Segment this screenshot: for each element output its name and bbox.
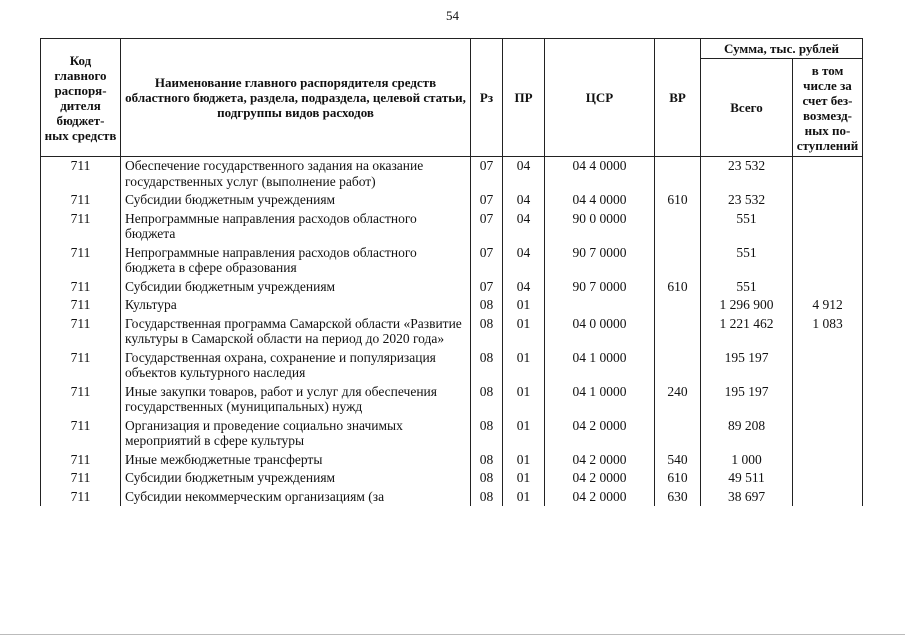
cell-vr: 240 xyxy=(655,383,701,417)
cell-total: 23 532 xyxy=(701,191,793,210)
cell-rz: 08 xyxy=(471,383,503,417)
cell-code: 711 xyxy=(41,451,121,470)
cell-vr xyxy=(655,244,701,278)
table-row xyxy=(41,469,863,488)
cell-vr: 540 xyxy=(655,451,701,470)
table-row xyxy=(41,417,863,451)
cell-vr xyxy=(655,296,701,315)
cell-pr: 01 xyxy=(503,451,545,470)
cell-rz: 08 xyxy=(471,315,503,349)
cell-name: Непрограммные направления расходов областного бюджета xyxy=(121,210,471,244)
cell-pr: 04 xyxy=(503,278,545,297)
cell-vr: 610 xyxy=(655,191,701,210)
cell-vr xyxy=(655,417,701,451)
cell-rz: 07 xyxy=(471,210,503,244)
cell-total: 49 511 xyxy=(701,469,793,488)
budget-table xyxy=(40,38,863,506)
cell-pr: 01 xyxy=(503,296,545,315)
cell-code: 711 xyxy=(41,278,121,297)
cell-name: Иные межбюджетные трансферты xyxy=(121,451,471,470)
cell-grat xyxy=(793,383,863,417)
cell-code: 711 xyxy=(41,244,121,278)
table-row xyxy=(41,244,863,278)
cell-grat xyxy=(793,157,863,192)
cell-pr: 01 xyxy=(503,469,545,488)
cell-grat xyxy=(793,210,863,244)
cell-rz: 07 xyxy=(471,191,503,210)
cell-total: 551 xyxy=(701,278,793,297)
table-row xyxy=(41,191,863,210)
table-row xyxy=(41,296,863,315)
cell-total: 38 697 xyxy=(701,488,793,507)
cell-name: Субсидии бюджетным учреждениям xyxy=(121,469,471,488)
table-row xyxy=(41,451,863,470)
cell-csr: 04 2 0000 xyxy=(545,488,655,507)
table-header xyxy=(41,39,863,157)
cell-grat xyxy=(793,451,863,470)
cell-code: 711 xyxy=(41,349,121,383)
cell-rz: 08 xyxy=(471,469,503,488)
header-sum: Сумма, тыс. рублей xyxy=(701,39,863,59)
cell-csr: 04 4 0000 xyxy=(545,157,655,192)
cell-pr: 01 xyxy=(503,488,545,507)
table-row xyxy=(41,315,863,349)
cell-grat xyxy=(793,191,863,210)
cell-rz: 08 xyxy=(471,296,503,315)
header-gratuitous: в том числе за счет без- возмезд- ных по- ступлений xyxy=(793,59,863,157)
cell-name: Непрограммные направления расходов областного бюджета в сфере образования xyxy=(121,244,471,278)
page-number: 54 xyxy=(446,8,459,23)
cell-name: Культура xyxy=(121,296,471,315)
cell-grat: 4 912 xyxy=(793,296,863,315)
cell-csr: 04 2 0000 xyxy=(545,451,655,470)
table-row xyxy=(41,157,863,192)
cell-name: Субсидии бюджетным учреждениям xyxy=(121,191,471,210)
cell-pr: 01 xyxy=(503,315,545,349)
cell-csr: 04 1 0000 xyxy=(545,383,655,417)
cell-name: Государственная программа Самарской области «Развитие культуры в Самарской области на период до 2020 года» xyxy=(121,315,471,349)
cell-vr xyxy=(655,157,701,192)
cell-csr: 90 7 0000 xyxy=(545,278,655,297)
header-pr: ПР xyxy=(503,39,545,157)
cell-total: 195 197 xyxy=(701,349,793,383)
cell-pr: 04 xyxy=(503,210,545,244)
table-row xyxy=(41,210,863,244)
header-csr: ЦСР xyxy=(545,39,655,157)
header-total: Всего xyxy=(701,59,793,157)
cell-code: 711 xyxy=(41,469,121,488)
cell-grat xyxy=(793,278,863,297)
page-bottom-edge xyxy=(0,634,905,635)
cell-csr: 04 1 0000 xyxy=(545,349,655,383)
cell-vr xyxy=(655,349,701,383)
table-row xyxy=(41,488,863,507)
cell-total: 89 208 xyxy=(701,417,793,451)
cell-code: 711 xyxy=(41,417,121,451)
table-body xyxy=(41,157,863,507)
cell-rz: 07 xyxy=(471,244,503,278)
cell-pr: 01 xyxy=(503,417,545,451)
cell-csr xyxy=(545,296,655,315)
header-rz: Рз xyxy=(471,39,503,157)
cell-csr: 04 0 0000 xyxy=(545,315,655,349)
cell-csr: 04 2 0000 xyxy=(545,469,655,488)
cell-name: Субсидии некоммерческим организациям (за xyxy=(121,488,471,507)
cell-vr xyxy=(655,210,701,244)
cell-total: 551 xyxy=(701,244,793,278)
cell-total: 1 296 900 xyxy=(701,296,793,315)
cell-code: 711 xyxy=(41,210,121,244)
cell-grat xyxy=(793,349,863,383)
cell-grat xyxy=(793,417,863,451)
cell-total: 23 532 xyxy=(701,157,793,192)
cell-rz: 07 xyxy=(471,157,503,192)
cell-csr: 90 7 0000 xyxy=(545,244,655,278)
cell-name: Организация и проведение социально значимых мероприятий в сфере культуры xyxy=(121,417,471,451)
cell-pr: 04 xyxy=(503,244,545,278)
cell-code: 711 xyxy=(41,383,121,417)
cell-total: 195 197 xyxy=(701,383,793,417)
cell-name: Иные закупки товаров, работ и услуг для обеспечения государственных (муниципальных) нужд xyxy=(121,383,471,417)
cell-rz: 08 xyxy=(471,349,503,383)
cell-grat xyxy=(793,469,863,488)
cell-grat: 1 083 xyxy=(793,315,863,349)
cell-rz: 08 xyxy=(471,488,503,507)
cell-name: Субсидии бюджетным учреждениям xyxy=(121,278,471,297)
table-row xyxy=(41,349,863,383)
cell-code: 711 xyxy=(41,157,121,192)
cell-rz: 08 xyxy=(471,417,503,451)
cell-total: 1 000 xyxy=(701,451,793,470)
cell-code: 711 xyxy=(41,191,121,210)
cell-name: Обеспечение государственного задания на оказание государственных услуг (выполнение работ) xyxy=(121,157,471,192)
cell-name: Государственная охрана, сохранение и популяризация объектов культурного наследия xyxy=(121,349,471,383)
cell-pr: 01 xyxy=(503,383,545,417)
cell-pr: 04 xyxy=(503,157,545,192)
cell-vr: 630 xyxy=(655,488,701,507)
cell-grat xyxy=(793,244,863,278)
cell-total: 1 221 462 xyxy=(701,315,793,349)
cell-pr: 04 xyxy=(503,191,545,210)
cell-vr: 610 xyxy=(655,278,701,297)
cell-total: 551 xyxy=(701,210,793,244)
cell-code: 711 xyxy=(41,488,121,507)
cell-grat xyxy=(793,488,863,507)
cell-code: 711 xyxy=(41,315,121,349)
header-vr: ВР xyxy=(655,39,701,157)
cell-vr: 610 xyxy=(655,469,701,488)
cell-vr xyxy=(655,315,701,349)
cell-rz: 08 xyxy=(471,451,503,470)
header-name: Наименование главного распорядителя средств областного бюджета, раздела, подраздела, целевой статьи, подгруппы видов расходов xyxy=(121,39,471,157)
cell-rz: 07 xyxy=(471,278,503,297)
table-row xyxy=(41,383,863,417)
cell-csr: 90 0 0000 xyxy=(545,210,655,244)
cell-pr: 01 xyxy=(503,349,545,383)
cell-code: 711 xyxy=(41,296,121,315)
table-row xyxy=(41,278,863,297)
cell-csr: 04 4 0000 xyxy=(545,191,655,210)
header-code: Код главного распоря- дителя бюджет- ных средств xyxy=(41,39,121,157)
cell-csr: 04 2 0000 xyxy=(545,417,655,451)
